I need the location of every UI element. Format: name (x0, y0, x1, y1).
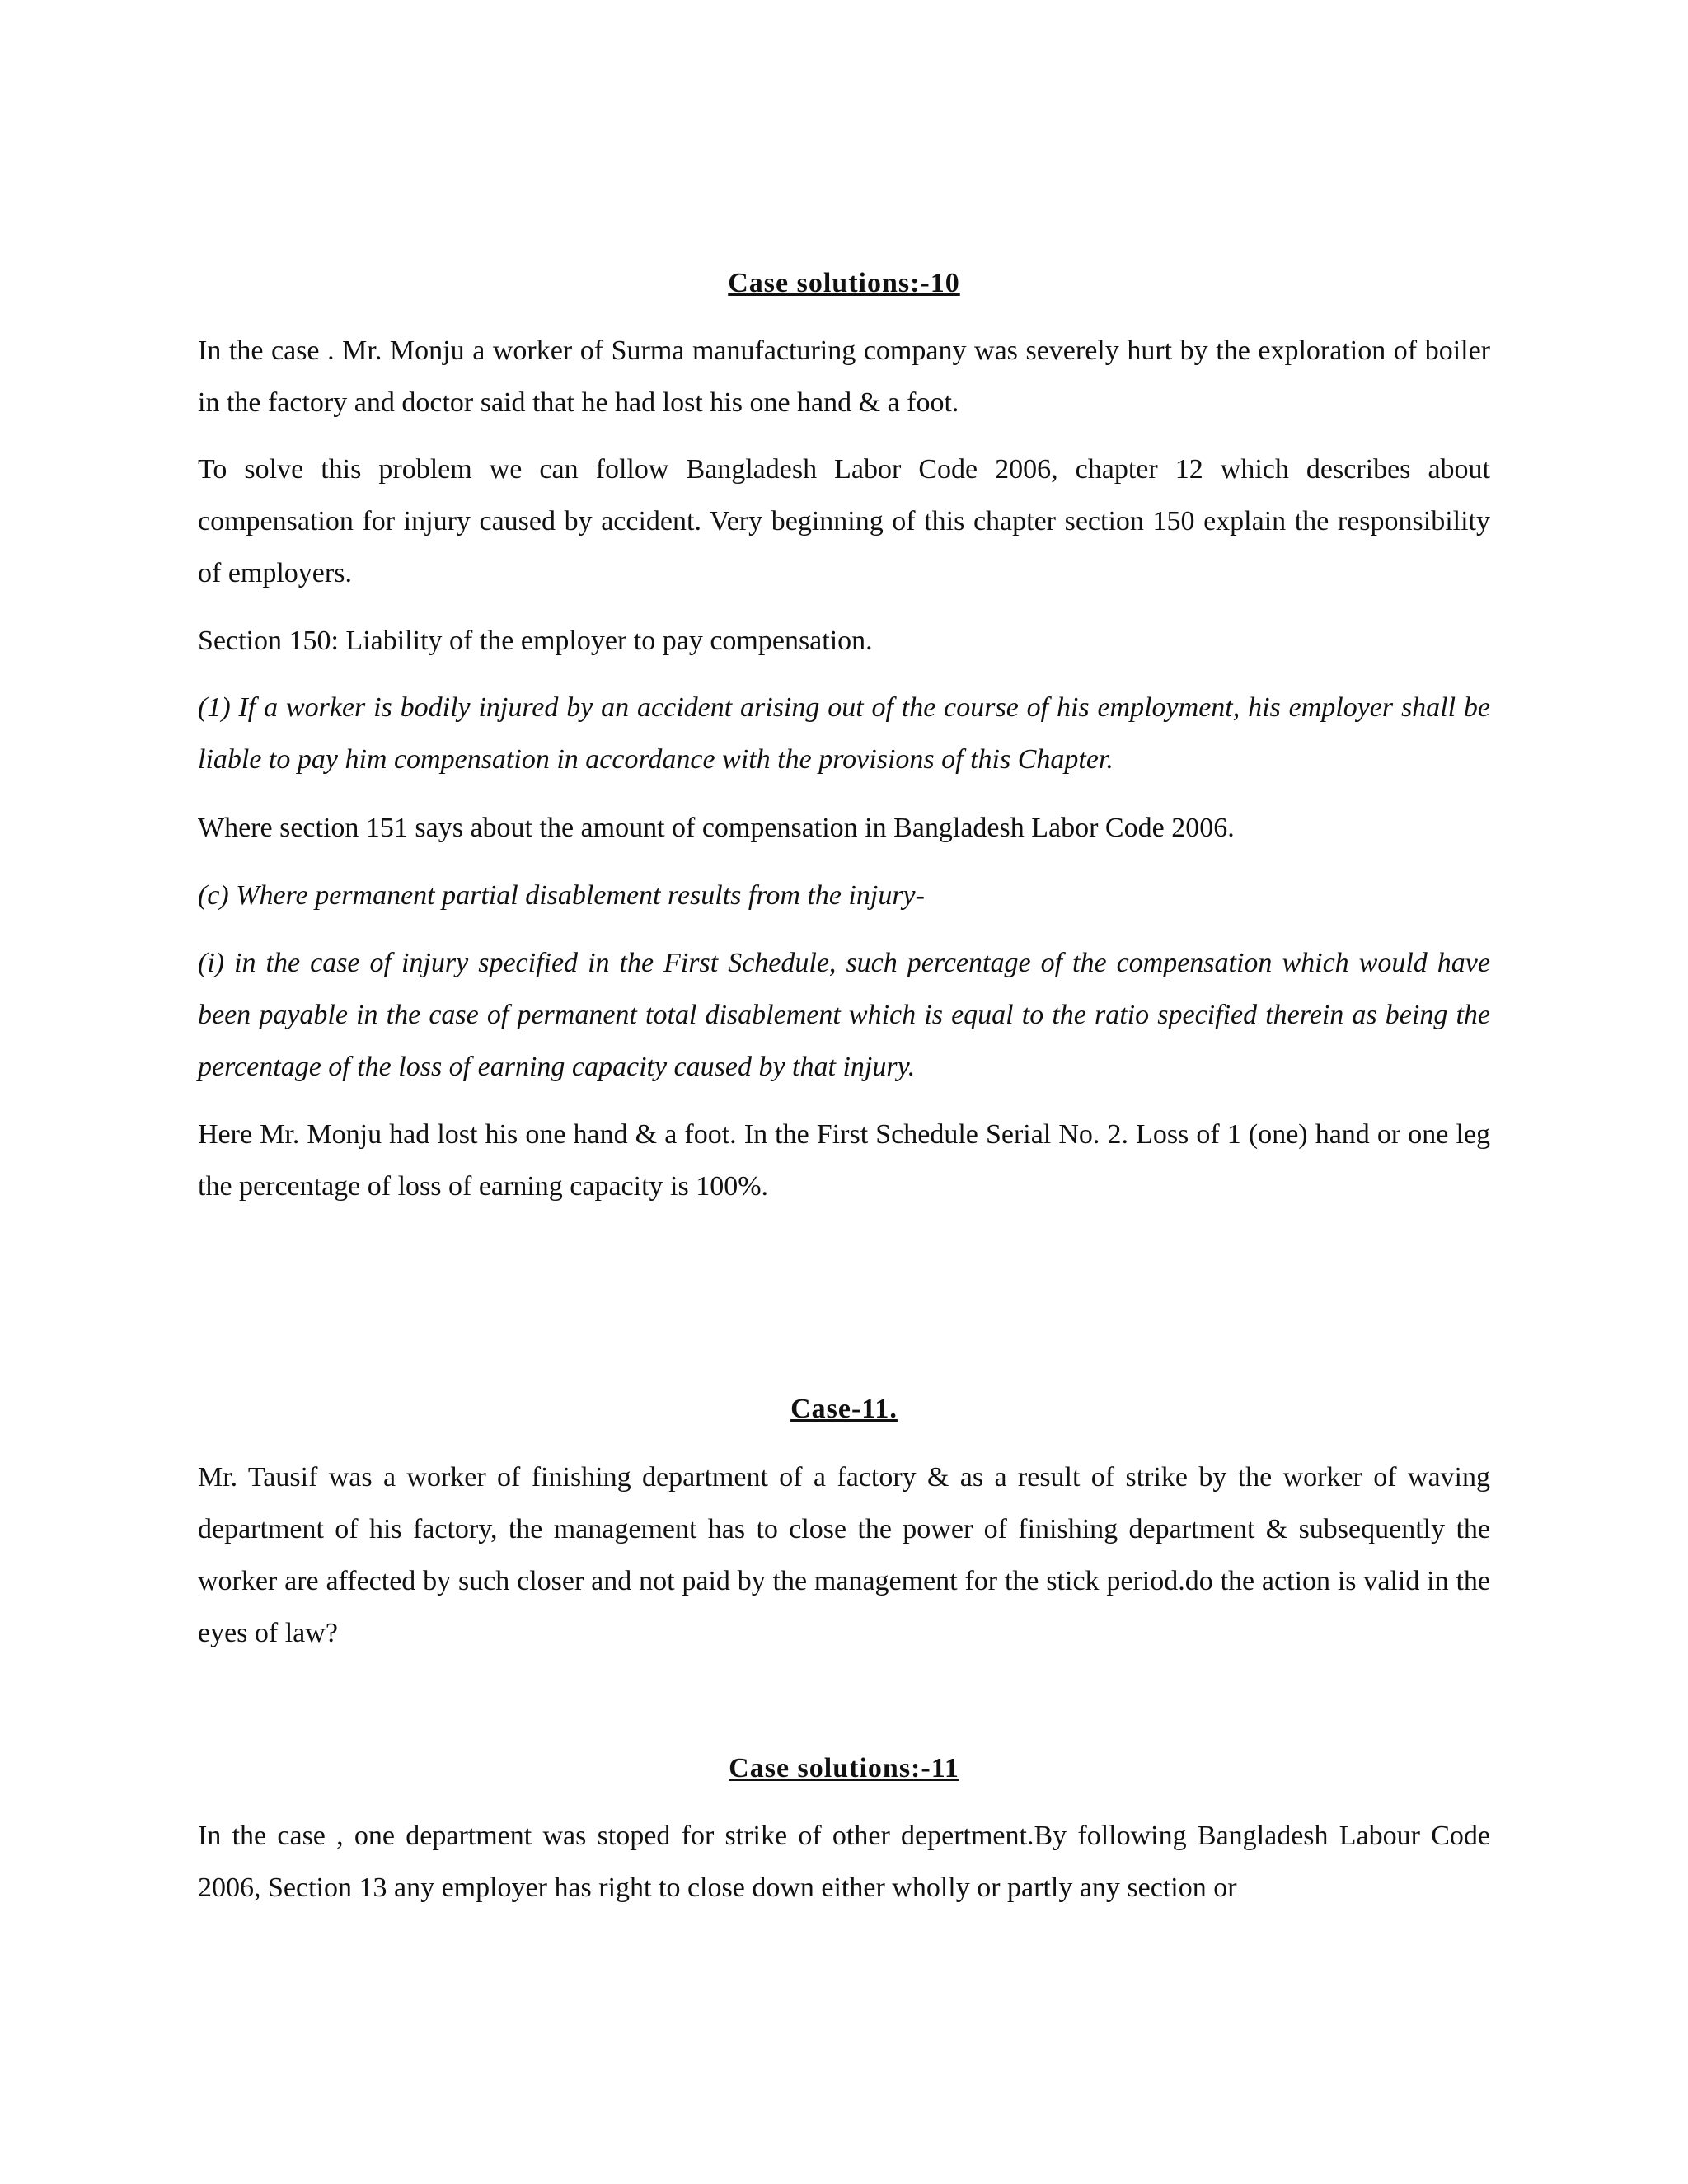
paragraph-case-intro: In the case . Mr. Monju a worker of Surma manufacturing company was severely hurt by the exploration of boiler in the factory and doctor said that he had lost his one hand & a foot. (198, 335, 1490, 418)
paragraph-clause-c: (c) Where permanent partial disablement results from the injury- (198, 880, 925, 911)
section-heading-case-11: Case-11. (790, 1394, 898, 1424)
paragraph-section-150-quote: (1) If a worker is bodily injured by an accident arising out of the course of his employment, his employer shall be liable to pay him compensation in accordance with the provisions of this Chapter. (198, 692, 1490, 775)
paragraph-clause-i: (i) in the case of injury specified in the First Schedule, such percentage of the compensation which would have been payable in the case of permanent total disablement which is equal to the ratio specified therein as being the percentage of the loss of earning capacity caused by that injury. (198, 948, 1490, 1082)
paragraph-conclusion: Here Mr. Monju had lost his one hand & a foot. In the First Schedule Serial No. 2. Loss of 1 (one) hand or one leg the percentage of loss of earning capacity is 100%. (198, 1119, 1490, 1202)
paragraph-section-151-intro: Where section 151 says about the amount of compensation in Bangladesh Labor Code 2006. (198, 813, 1235, 843)
paragraph-case-11-facts: Mr. Tausif was a worker of finishing department of a factory & as a result of strike by the worker of waving department of his factory, the management has to close the power of finishing department & subsequently the worker are affected by such closer and not paid by the management for the stick period.do the action is valid in the eyes of law? (198, 1462, 1490, 1648)
paragraph-case-11-solution: In the case , one department was stoped for strike of other depertment.By following Bangladesh Labour Code 2006, Section 13 any employer has right to close down either wholly or partly any section or (198, 1821, 1490, 1903)
section-heading-case-solutions-10: Case solutions:-10 (728, 268, 960, 298)
section-heading-case-solutions-11: Case solutions:-11 (729, 1753, 959, 1783)
paragraph-solution-approach: To solve this problem we can follow Bangladesh Labor Code 2006, chapter 12 which describes about compensation for injury caused by accident. Very beginning of this chapter section 150 explain the responsibility of employers. (198, 454, 1490, 588)
paragraph-section-150-title: Section 150: Liability of the employer to pay compensation. (198, 626, 873, 656)
